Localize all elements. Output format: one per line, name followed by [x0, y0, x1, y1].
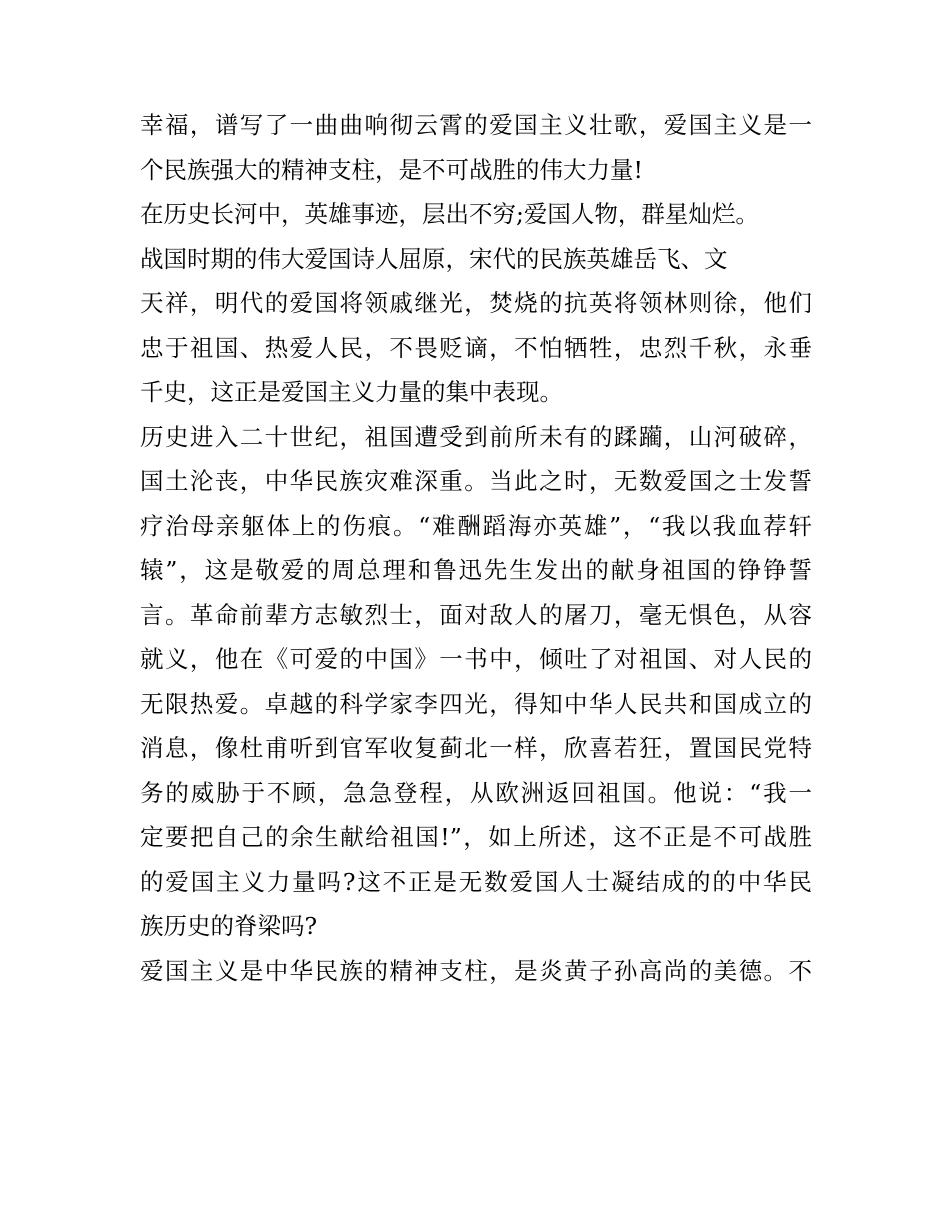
- text-line: 个民族强大的精神支柱，是不可战胜的伟大力量!: [140, 155, 643, 184]
- text-line: 历史进入二十世纪，祖国遭受到前所未有的蹂躏，山河破碎，: [140, 422, 812, 451]
- text-line: 的爱国主义力量吗?这不正是无数爱国人士凝结成的的中华民: [140, 867, 812, 896]
- text-line: 务的威胁于不顾，急急登程，从欧洲返回祖国。他说：“我一: [140, 778, 812, 807]
- body-text: [140, 103, 812, 993]
- text-line: 疗治母亲躯体上的伤痕。“难酬蹈海亦英雄”，“我以我血荐轩: [140, 511, 812, 540]
- text-line: 族历史的脊梁吗?: [140, 912, 318, 940]
- text-line: 国土沦丧，中华民族灾难深重。当此之时，无数爱国之士发誓: [140, 467, 812, 495]
- text-line: 天祥，明代的爱国将领戚继光，焚烧的抗英将领林则徐，他们: [140, 289, 812, 317]
- text-line: 辕”，这是敬爱的周总理和鲁迅先生发出的献身祖国的铮铮誓: [140, 556, 812, 584]
- text-line: 千史，这正是爱国主义力量的集中表现。: [140, 378, 563, 406]
- text-line: 言。革命前辈方志敏烈士，面对敌人的屠刀，毫无惧色，从容: [140, 600, 812, 629]
- text-line: 就义，他在《可爱的中国》一书中，倾吐了对祖国、对人民的: [140, 645, 812, 673]
- text-line: 爱国主义是中华民族的精神支柱，是炎黄子孙高尚的美德。不: [140, 956, 812, 985]
- text-line: 在历史长河中，英雄事迹，层出不穷;爱国人物，群星灿烂。: [140, 200, 759, 228]
- text-line: 忠于祖国、热爱人民，不畏贬谪，不怕牺牲，忠烈千秋，永垂: [140, 333, 812, 362]
- text-line: 定要把自己的余生献给祖国!”，如上所述，这不正是不可战胜: [140, 823, 812, 851]
- text-line: 战国时期的伟大爱国诗人屈原，宋代的民族英雄岳飞、文: [140, 244, 728, 273]
- text-line: 幸福，谱写了一曲曲响彻云霄的爱国主义壮歌，爱国主义是一: [140, 111, 812, 139]
- text-line: 无限热爱。卓越的科学家李四光，得知中华人民共和国成立的: [140, 689, 812, 718]
- text-line: 消息，像杜甫听到官军收复蓟北一样，欣喜若狂，置国民党特: [140, 734, 812, 762]
